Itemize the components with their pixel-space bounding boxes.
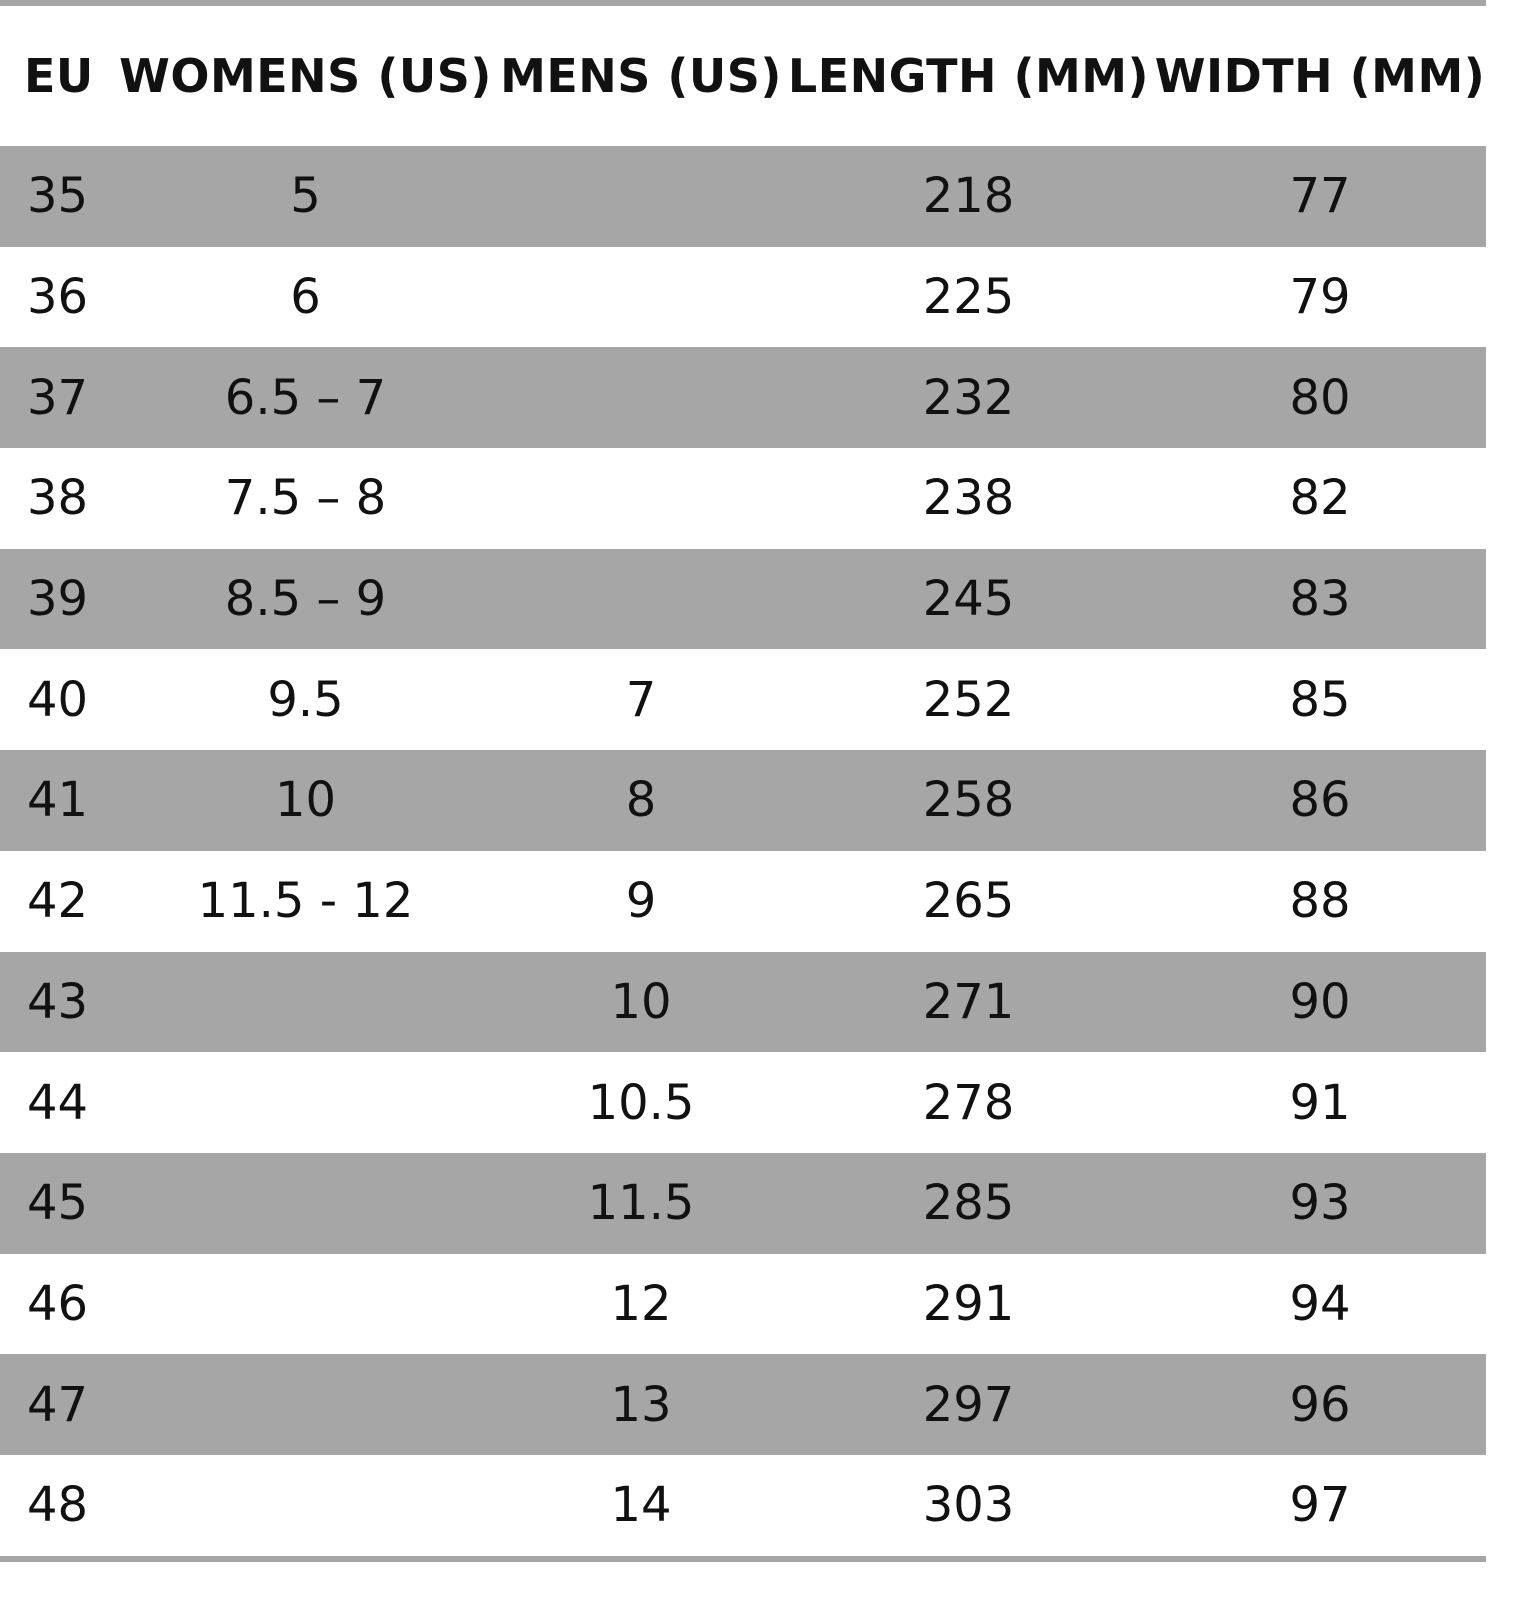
table-row — [0, 1052, 1486, 1153]
cell-mens: 10.5 — [587, 1074, 695, 1131]
cell-width: 96 — [1289, 1376, 1351, 1433]
table-row — [0, 750, 1486, 851]
header-womens: WOMENS (US) — [119, 49, 492, 103]
cell-length: 218 — [922, 168, 1015, 225]
cell-length: 278 — [922, 1074, 1015, 1131]
cell-womens: 6 — [290, 269, 321, 326]
cell-width: 93 — [1289, 1175, 1351, 1232]
cell-womens — [112, 952, 499, 1053]
table-row — [0, 146, 1486, 247]
cell-eu: 35 — [27, 168, 89, 225]
cell-length: 265 — [922, 873, 1015, 930]
cell-mens — [499, 347, 783, 448]
cell-length: 285 — [922, 1175, 1015, 1232]
cell-mens: 10 — [610, 973, 672, 1030]
cell-width: 94 — [1289, 1275, 1351, 1332]
cell-eu: 37 — [27, 369, 89, 426]
table-row — [0, 851, 1486, 952]
cell-eu: 46 — [27, 1275, 89, 1332]
cell-mens: 12 — [610, 1275, 672, 1332]
cell-womens: 10 — [274, 772, 337, 829]
table-row — [0, 347, 1486, 448]
cell-width: 77 — [1289, 168, 1351, 225]
cell-mens — [499, 549, 783, 650]
cell-width: 79 — [1289, 269, 1351, 326]
cell-eu: 40 — [27, 671, 89, 728]
table-row — [0, 952, 1486, 1053]
header-length: LENGTH (MM) — [787, 49, 1150, 103]
cell-eu: 36 — [27, 269, 89, 326]
cell-mens: 8 — [625, 772, 657, 829]
table-row — [0, 1153, 1486, 1254]
cell-womens — [112, 1354, 499, 1455]
header-width: WIDTH (MM) — [1154, 49, 1486, 103]
cell-eu: 47 — [27, 1376, 89, 1433]
cell-eu: 45 — [27, 1175, 89, 1232]
header-row — [0, 0, 1486, 146]
cell-eu: 39 — [27, 571, 89, 628]
cell-womens: 6.5 – 7 — [224, 369, 387, 426]
cell-length: 225 — [922, 269, 1015, 326]
cell-mens — [499, 448, 783, 549]
table-row — [0, 649, 1486, 750]
cell-width: 86 — [1289, 772, 1351, 829]
table-row — [0, 549, 1486, 650]
cell-mens: 11.5 — [587, 1175, 695, 1232]
bottom-rule — [0, 1556, 1486, 1562]
cell-width: 82 — [1289, 470, 1351, 527]
cell-eu: 44 — [27, 1074, 89, 1131]
cell-mens: 13 — [610, 1376, 672, 1433]
cell-length: 232 — [922, 369, 1015, 426]
table-body — [0, 146, 1486, 1556]
cell-eu: 48 — [27, 1477, 89, 1534]
cell-length: 297 — [922, 1376, 1015, 1433]
cell-mens: 14 — [610, 1477, 672, 1534]
cell-eu: 41 — [27, 772, 89, 829]
cell-width: 85 — [1289, 671, 1351, 728]
cell-eu: 43 — [27, 973, 89, 1030]
cell-length: 238 — [922, 470, 1015, 527]
cell-length: 258 — [922, 772, 1015, 829]
cell-mens — [499, 146, 783, 247]
cell-womens: 8.5 – 9 — [224, 571, 387, 628]
cell-womens — [112, 1153, 499, 1254]
cell-womens — [112, 1455, 499, 1556]
cell-length: 291 — [922, 1275, 1015, 1332]
cell-womens: 11.5 - 12 — [197, 873, 414, 930]
cell-mens: 9 — [625, 873, 657, 930]
cell-mens: 7 — [625, 671, 657, 728]
header-eu: EU — [24, 49, 94, 103]
table-header — [0, 0, 1486, 146]
cell-width: 80 — [1289, 369, 1351, 426]
cell-length: 245 — [922, 571, 1015, 628]
cell-womens: 7.5 – 8 — [224, 470, 387, 527]
table-row — [0, 1354, 1486, 1455]
table-row — [0, 448, 1486, 549]
cell-length: 271 — [922, 973, 1015, 1030]
cell-width: 83 — [1289, 571, 1351, 628]
cell-womens: 9.5 — [267, 671, 344, 728]
cell-length: 303 — [922, 1477, 1015, 1534]
cell-eu: 38 — [27, 470, 89, 527]
table-row — [0, 1455, 1486, 1556]
cell-length: 252 — [922, 671, 1015, 728]
cell-womens — [112, 1254, 499, 1355]
cell-width: 90 — [1289, 973, 1351, 1030]
cell-width: 91 — [1289, 1074, 1351, 1131]
table-row — [0, 1254, 1486, 1355]
table-row — [0, 247, 1486, 348]
cell-width: 88 — [1289, 873, 1351, 930]
cell-womens — [112, 1052, 499, 1153]
cell-width: 97 — [1289, 1477, 1351, 1534]
cell-mens — [499, 247, 783, 348]
cell-womens: 5 — [290, 168, 321, 225]
header-mens: MENS (US) — [500, 49, 782, 103]
cell-eu: 42 — [27, 873, 89, 930]
